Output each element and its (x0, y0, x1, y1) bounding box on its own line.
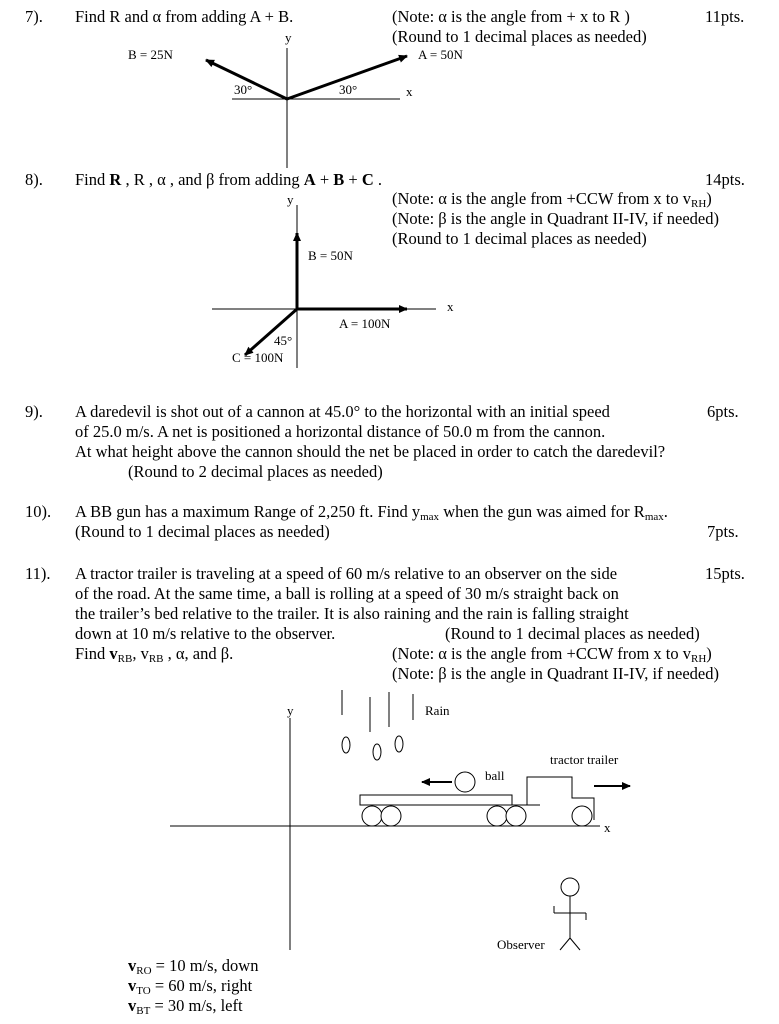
problem-8-note-alpha: (Note: α is the angle from +CCW from x to $v_{RH}$) (392, 189, 712, 210)
given-v-bt: $v_{BT} = 30$ m/s, left (128, 996, 243, 1017)
problem-9-rounding: (Round to 2 decimal places as needed) (128, 462, 383, 481)
p7-x-label: x (406, 84, 413, 99)
trailer-bed (360, 795, 512, 805)
problem-7-number: 7). (25, 7, 43, 26)
tractor-trailer-label: tractor trailer (550, 752, 619, 767)
problem-10-line-1: A BB gun has a maximum Range of 2,250 ft. Find $y_{max}$ when the gun was aimed for $R_{max}$. (75, 502, 668, 523)
problem-7-rounding: (Round to 1 decimal places as needed) (392, 27, 647, 46)
p8-y-label: y (287, 192, 294, 207)
ball-label: ball (485, 768, 505, 783)
problem-11-rounding: (Round to 1 decimal places as needed) (445, 624, 700, 643)
p11-x-label: x (604, 820, 611, 835)
observer-figure (554, 878, 586, 950)
p11-y-label: y (287, 703, 294, 718)
problem-9-number: 9). (25, 402, 43, 421)
problem-8-note-beta: (Note: β is the angle in Quadrant II-IV, if needed) (392, 209, 719, 228)
problem-11-find: Find $v_{RB}$, $v_{RB}$ , α, and β. (75, 644, 234, 665)
p7-angle-right: 30° (339, 82, 358, 97)
p8-x-label: x (447, 299, 454, 314)
problem-11-number: 11). (25, 564, 51, 583)
problem-11-line-4: down at 10 m/s relative to the observer. (75, 624, 336, 643)
problem-10-rounding: (Round to 1 decimal places as needed) (75, 522, 330, 541)
problem-8-points: 14pts. (705, 170, 745, 189)
p8-angle-label: 45° (274, 333, 293, 348)
problem-11-note-beta: (Note: β is the angle in Quadrant II-IV, if needed) (392, 664, 719, 683)
p8-b-label: B = 50N (308, 248, 353, 263)
p7-angle-left: 30° (234, 82, 253, 97)
problem-9-line-2: of 25.0 m/s. A net is positioned a horizontal distance of 50.0 m from the cannon. (75, 422, 606, 441)
p7-a-label: A = 50N (418, 47, 463, 62)
p8-a-label: A = 100N (339, 316, 391, 331)
problem-10-number: 10). (25, 502, 52, 521)
given-v-ro: $v_{RO} = 10$ m/s, down (128, 956, 259, 977)
problem-11-line-2: of the road. At the same time, a ball is rolling at a speed of 30 m/s straight back on (75, 584, 619, 603)
p8-c-label: C = 100N (232, 350, 284, 365)
problem-9-line-3: At what height above the cannon should the net be placed in order to catch the daredevil? (75, 442, 666, 461)
problem-11-points: 15pts. (705, 564, 745, 583)
problem-9-points: 6pts. (707, 402, 739, 421)
given-v-to: $v_{TO} = 60$ m/s, right (128, 976, 253, 997)
problem-11-line-3: the trailer’s bed relative to the trailer. It is also raining and the rain is falling straight (75, 604, 629, 623)
observer-label: Observer (497, 937, 545, 952)
problem-8-prompt: Find R , R , α , and β from adding A + B + C . (75, 170, 383, 189)
problem-7-note: (Note: α is the angle from + x to R ) (392, 7, 630, 26)
p7-y-label: y (285, 30, 292, 45)
problem-9-line-1: A daredevil is shot out of a cannon at 45.0° to the horizontal with an initial speed (75, 402, 610, 421)
rain-streaks (342, 690, 413, 732)
trailer-wheels (362, 806, 592, 826)
rain-drops (342, 736, 403, 760)
rain-label: Rain (425, 703, 450, 718)
p7-b-label: B = 25N (128, 47, 173, 62)
problem-7-points: 11pts. (705, 7, 745, 26)
problem-7-prompt: Find R and α from adding A + B. (75, 7, 294, 26)
problem-8-number: 8). (25, 170, 43, 189)
problem-11-line-1: A tractor trailer is traveling at a speed of 60 m/s relative to an observer on the side (75, 564, 618, 583)
ball (455, 772, 475, 792)
problem-10-points: 7pts. (707, 522, 739, 541)
problem-11-note-alpha: (Note: α is the angle from +CCW from x to $v_{RH}$) (392, 644, 712, 665)
problem-8-rounding: (Round to 1 decimal places as needed) (392, 229, 647, 248)
